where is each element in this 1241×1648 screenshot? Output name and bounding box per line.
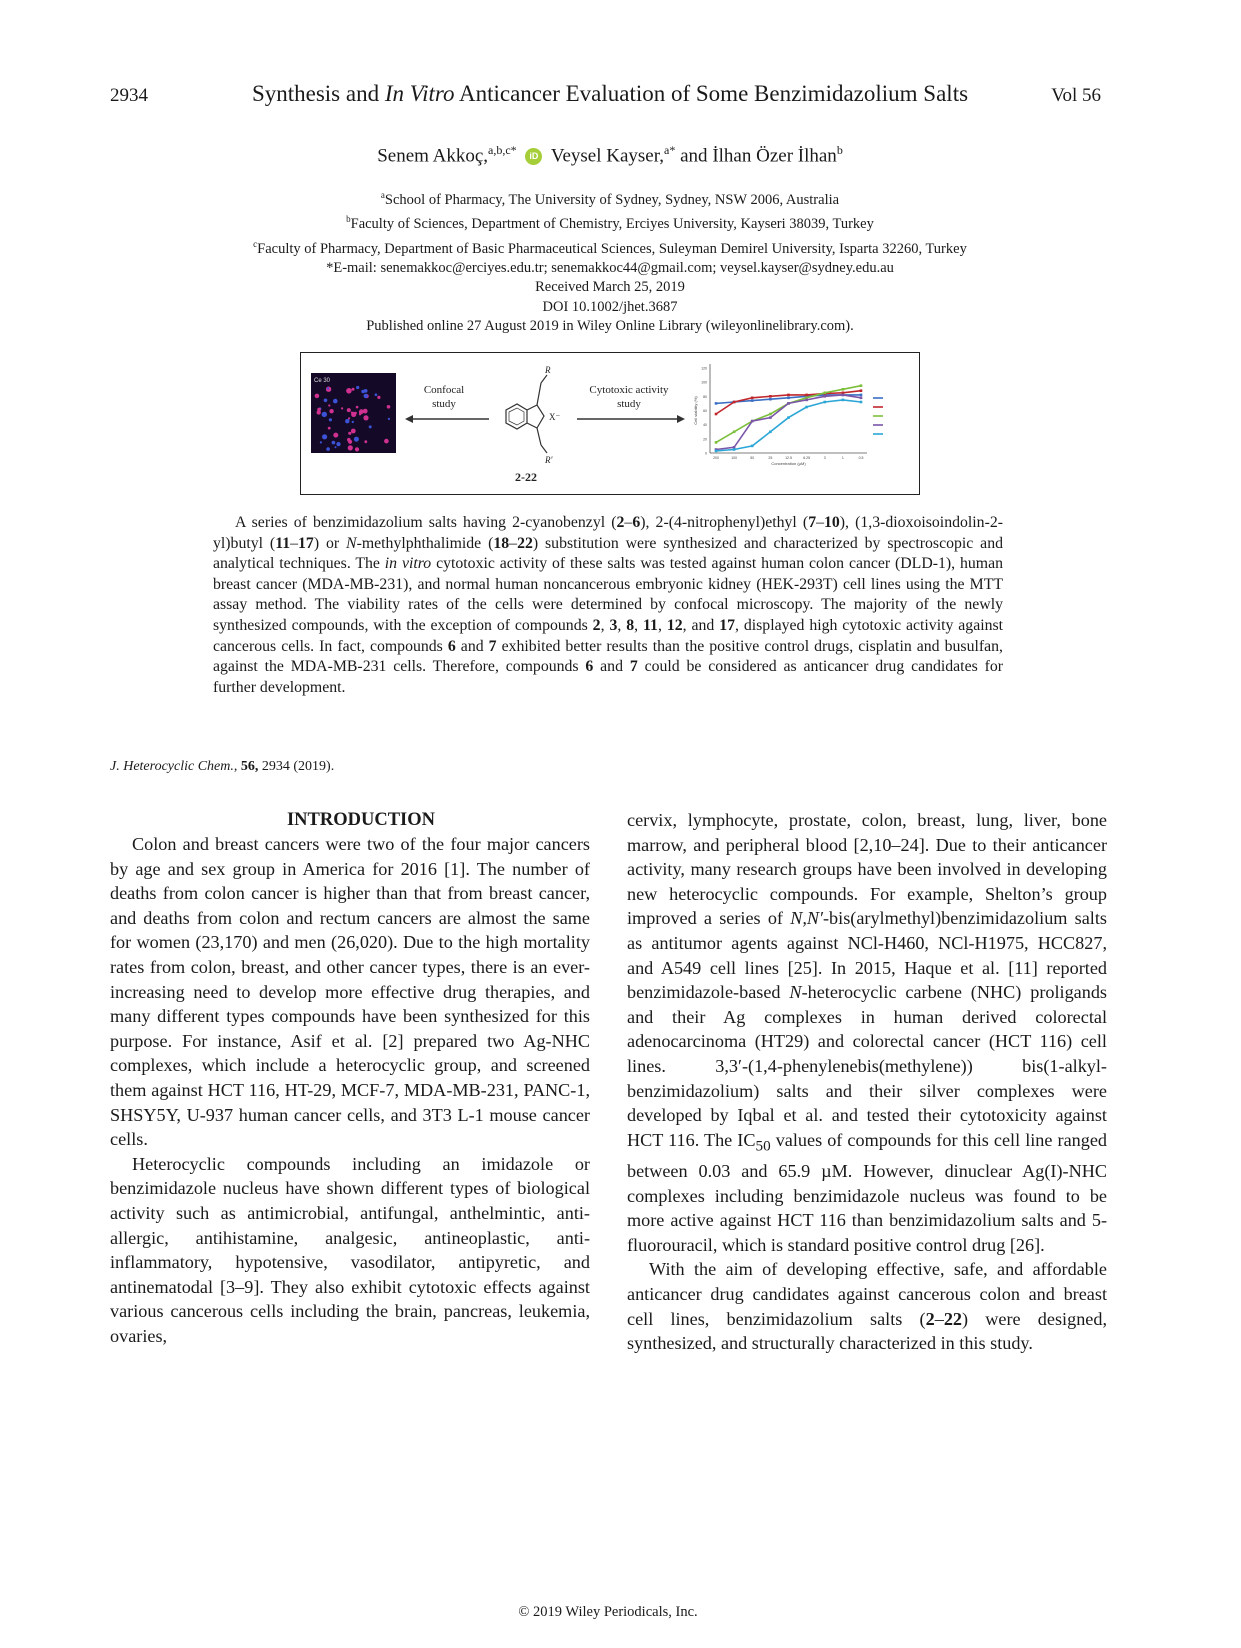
x-tick-label: 6.25: [803, 456, 811, 460]
x-tick-label: 200: [713, 456, 719, 460]
left-column: [110, 808, 590, 1348]
cell-spot: [317, 408, 321, 412]
cell-spot: [347, 408, 351, 412]
orcid-icon[interactable]: iD: [525, 148, 542, 165]
x-tick-label: 25: [768, 456, 773, 460]
cell-spot: [335, 446, 337, 448]
y-tick-label: 20: [703, 437, 707, 442]
right-column: [627, 808, 1107, 1356]
cell-spot: [375, 393, 378, 396]
paragraph: cervix, lymphocyte, prostate, colon, breast, lung, liver, bone marrow, and peripheral blood [2,10–24]. Due to their anticancer activity, many research groups have been involved in developing new heterocyclic compounds. For example, Shelton’s group improved a series of N,N′-bis(arylmethyl)benzimidazolium salts as antitumor agents against NCl-H460, NCl-H1975, HCC827, and A549 cell lines [25]. In 2015, Haque et al. [11] reported benzimidazole-based N-heterocyclic carbene (NHC) proligands and their Ag complexes in human derived colorectal adenocarcinoma (HT29) and colorectal cancer (HCT 116) cell lines. 3,3′-(1,4-phenylenebis(methylene)) bis(1-alkyl-benzimidazolium) salts and their silver complexes were developed by Iqbal et al. and tested their cytotoxicity against HCT 116. The $IC_{50}$ values of compounds for this cell line ranged between 0.03 and 65.9 µM. However, dinuclear Ag(I)-NHC complexes including benzimidazole nucleus was found to be more active against HCT 116 than benzimidazolium salts and 5-fluorouracil, which is standard positive control drug [26].: [627, 810, 1108, 1255]
section-heading: INTRODUCTION: [286, 810, 436, 830]
cell-spot: [377, 396, 380, 399]
cell-spot: [348, 445, 353, 450]
journal-citation: J. Heterocyclic Chem., 56, 2934 (2019).: [110, 759, 335, 774]
x-tick-label: 1: [841, 456, 844, 460]
data-point: [860, 397, 863, 400]
cell-spot: [355, 447, 359, 451]
graphical-abstract-figure: [301, 353, 918, 493]
cell-spot: [333, 433, 338, 438]
cell-spot: [324, 399, 328, 403]
data-point: [733, 401, 736, 404]
y-tick-label: 80: [703, 394, 707, 399]
paragraph: With the aim of developing effective, safe, and affordable anticancer drug candidates against cancerous colon and breast cell lines, benzimidazolium salts (2–22) were designed, synthesized, and structurally characterized in this study.: [627, 1259, 1107, 1354]
cell-spot: [361, 390, 364, 393]
author-name: Senem Akkoç,: [377, 145, 489, 167]
data-point: [824, 395, 827, 398]
right-arrow-icon: [577, 415, 685, 423]
data-point: [787, 402, 790, 405]
cell-spot: [333, 399, 338, 404]
data-point: [769, 395, 772, 398]
compound-range-label: 2-22: [515, 470, 537, 484]
data-point: [715, 441, 718, 444]
cell-spot: [356, 406, 359, 409]
data-point: [860, 394, 863, 397]
data-point: [769, 398, 772, 401]
y-tick-label: 0: [705, 451, 707, 456]
x-axis-label: Concentration (µM): [771, 461, 806, 466]
data-point: [787, 394, 790, 397]
doi: DOI 10.1002/jhet.3687: [542, 298, 678, 315]
page-number: 2934: [110, 85, 148, 106]
data-point: [824, 392, 827, 395]
data-point: [769, 431, 772, 434]
abstract: A series of benzimidazolium salts having 2-cyanobenzyl (2–6), 2-(4-nitrophenyl)ethyl (7–10), (1,3-dioxoisoindolin-2-yl)butyl (11–17) or N-methylphthalimide (18–22) substitution were synthesized and characterized by spectroscopic and analytical techniques. The in vitro cytotoxic activity of these salts was tested against human colon cancer (DLD-1), human breast cancer (MDA-MB-231), and normal human noncancerous embryonic kidney (HEK-293T) cell lines using the MTT assay method. The viability rates of the cells were determined by confocal microscopy. The majority of the newly synthesized compounds, with the exception of compounds 2, 3, 8, 11, 12, and 17, displayed high cytotoxic activity against cancerous cells. In fact, compounds 6 and 7 exhibited better results than the positive control drugs, cisplatin and busulfan, against the MDA-MB-231 cells. Therefore, compounds 6 and 7 could be considered as anticancer drug candidates for further development.: [213, 514, 1004, 696]
article-metadata: [200, 186, 1020, 337]
author-name: İlhan Özer İlhan: [712, 145, 837, 167]
data-point: [751, 420, 754, 423]
cell-spot: [363, 409, 368, 414]
article-title: Synthesis and In Vitro Anticancer Evaluation of Some Benzimidazolium Salts: [251, 81, 969, 106]
affiliation: $^a$School of Pharmacy, The University of Sydney, Sydney, NSW 2006, Australia: [380, 190, 840, 208]
cytotoxic-label-2: study: [617, 398, 641, 410]
cell-spot: [329, 418, 332, 421]
data-point: [860, 401, 863, 404]
cell-spot: [388, 418, 390, 420]
r-prime-label: R': [545, 455, 553, 465]
data-point: [733, 448, 736, 451]
data-point: [860, 384, 863, 387]
cell-spot: [352, 388, 355, 391]
data-point: [769, 413, 772, 416]
cell-spot: [336, 442, 340, 446]
data-point: [751, 445, 754, 448]
cell-spot: [356, 386, 359, 389]
y-tick-label: 120: [701, 366, 707, 371]
confocal-label-2: study: [432, 398, 456, 410]
cell-spot: [369, 425, 372, 428]
x-tick-label: 100: [731, 456, 738, 460]
cell-spot: [354, 437, 359, 442]
cytotoxic-label: Cytotoxic activity: [589, 384, 669, 396]
data-point: [860, 389, 863, 392]
cell-spot: [326, 447, 330, 451]
y-axis-label: Cell viability (%): [693, 396, 698, 425]
viability-chart: [693, 364, 883, 466]
affiliation: $^b$Faculty of Sciences, Department of Chemistry, Erciyes University, Kayseri 38039, Turkey: [346, 214, 874, 233]
cell-spot: [384, 439, 389, 444]
confocal-micrograph: [311, 373, 396, 453]
y-tick-label: 40: [703, 423, 707, 428]
data-point: [805, 394, 808, 397]
data-point: [787, 397, 790, 400]
data-point: [751, 397, 754, 400]
affiliation: $^c$Faculty of Pharmacy, Department of Basic Pharmaceutical Sciences, Suleyman Demirel University, Isparta 32260, Turkey: [253, 238, 967, 257]
cell-spot: [364, 394, 368, 398]
cell-spot: [364, 440, 367, 443]
data-point: [842, 399, 845, 402]
data-point: [769, 416, 772, 419]
data-point: [715, 402, 718, 405]
cell-spot: [329, 409, 333, 413]
cell-spot: [327, 387, 329, 389]
cell-spot: [359, 413, 361, 415]
cell-spot: [328, 404, 330, 406]
published-line: Published online 27 August 2019 in Wiley Online Library (wileyonlinelibrary.com).: [366, 318, 854, 335]
y-tick-label: 100: [701, 380, 707, 385]
cell-spot: [387, 405, 391, 409]
data-point: [787, 416, 790, 419]
x-tick-label: 0.5: [858, 456, 864, 460]
x-tick-label: 12.5: [785, 456, 792, 460]
benzimidazolium-structure-icon: [506, 375, 547, 453]
cell-spot: [346, 388, 352, 394]
cell-spot: [351, 412, 356, 417]
confocal-label: Confocal: [423, 384, 465, 396]
cell-spot: [348, 417, 350, 419]
data-point: [842, 388, 845, 391]
x-tick-label: 3: [823, 456, 826, 460]
y-tick-label: 60: [703, 409, 707, 413]
graphical-abstract: [300, 352, 920, 495]
cell-spot: [320, 441, 322, 443]
copyright-footer: © 2019 Wiley Periodicals, Inc.: [518, 1604, 698, 1620]
cell-spot: [341, 407, 343, 409]
cell-spot: [351, 429, 356, 434]
cell-spot: [328, 427, 331, 430]
x-tick-label: 50: [750, 456, 755, 460]
data-point: [715, 450, 718, 453]
data-point: [733, 431, 736, 434]
received-date: Received March 25, 2019: [535, 279, 685, 296]
data-point: [715, 413, 718, 416]
volume-label: Vol 56: [1051, 85, 1101, 106]
paragraph: Heterocyclic compounds including an imidazole or benzimidazole nucleus have shown different types of biological activity such as antimicrobial, antifungal, anthelmintic, anti-allergic, antihistamine, analgesic, antineoplastic, anti-inflammatory, hypotensive, vasodilator, antipyretic, and antinematodal [3–9]. They also exhibit cytotoxic effects against various cancerous cells including the brain, pancreas, leukemia, ovaries,: [110, 1153, 590, 1346]
cell-spot: [332, 441, 336, 445]
counterion-label: X⁻: [549, 412, 561, 422]
data-point: [805, 406, 808, 409]
cell-spot: [363, 415, 368, 420]
data-point: [824, 401, 827, 404]
cell-spot: [348, 432, 351, 435]
paragraph: Colon and breast cancers were two of the four major cancers by age and sex group in America for 2016 [1]. The number of deaths from colon cancer is higher than that from breast cancer, and deaths from colon and rectum cancers are almost the same for women (23,170) and men (26,020). Due to the high mortality rates from colon, breast, and other cancer types, there is an ever-increasing need to develop more effective drug therapies, and many different types compounds have been synthesized for this purpose. For instance, Asif et al. [2] prepared two Ag-NHC complexes, which include a heterocyclic group, and screened them against HCT 116, HT-29, MCF-7, MDA-MB-231, PANC-1, SHSY5Y, U-937 human cancer cells, and 3T3 L-1 mouse cancer cells.: [110, 834, 590, 1150]
author-list: Senem Akkoç,$^{a,b,c*}$ iD Veysel Kayser,$^{a*}$ and İlhan Özer İlhan$^b$: [377, 143, 843, 167]
data-point: [842, 394, 845, 397]
cell-spot: [345, 419, 349, 423]
data-point: [805, 399, 808, 402]
cell-spot: [322, 434, 327, 439]
micrograph-label: Ce 30: [314, 378, 331, 384]
left-arrow-icon: [405, 415, 489, 423]
cell-spot: [352, 421, 354, 423]
email-line: *E-mail: senemakkoc@erciyes.edu.tr; senemakkoc44@gmail.com; veysel.kayser@sydney.edu.au: [326, 259, 894, 276]
cell-spot: [322, 412, 327, 417]
author-name: Veysel Kayser,: [550, 145, 665, 167]
cell-spot: [348, 440, 352, 444]
cell-spot: [315, 394, 320, 399]
r-label: R: [545, 365, 551, 375]
data-point: [751, 399, 754, 402]
